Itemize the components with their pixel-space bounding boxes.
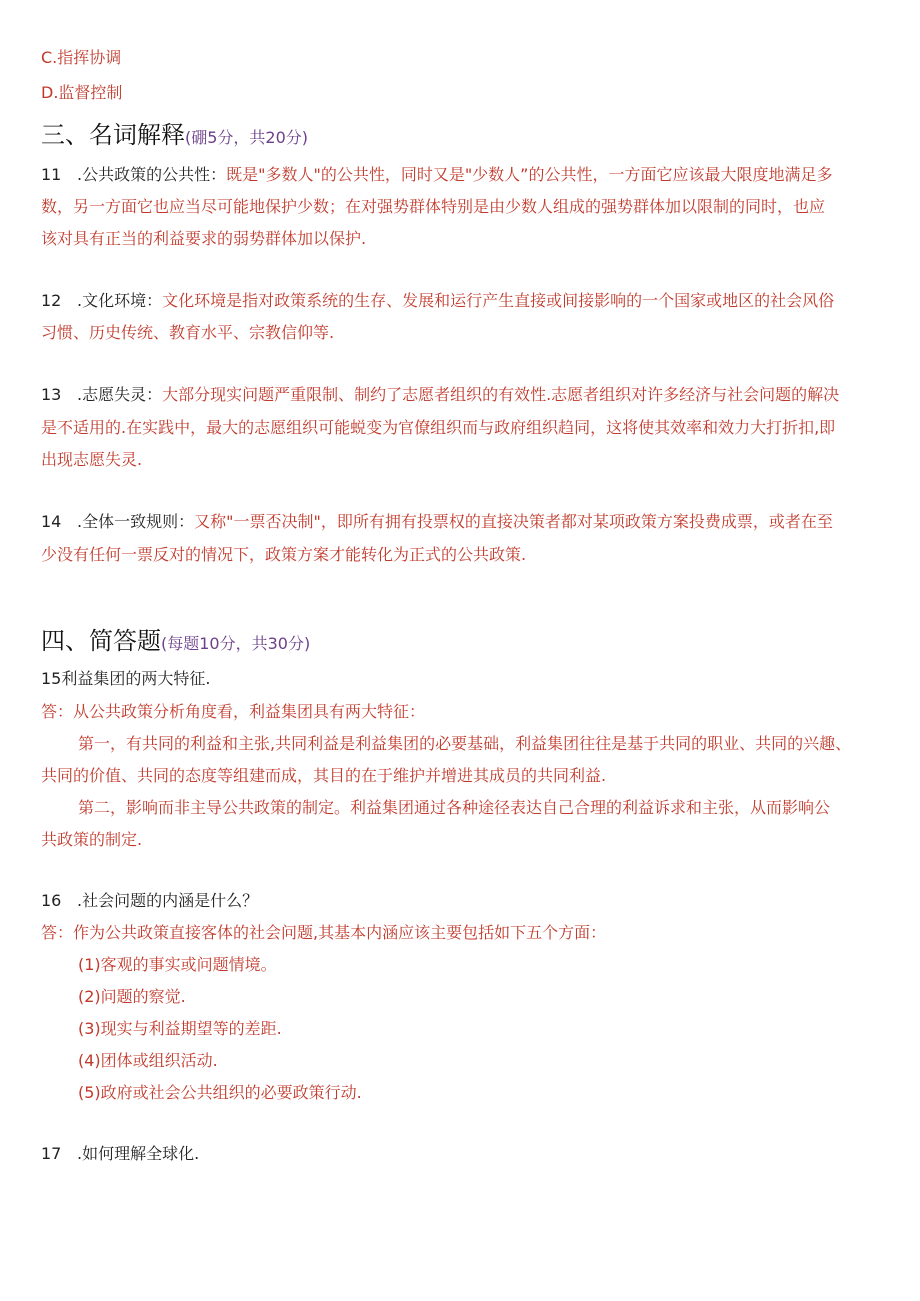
q12-definition-2: 习惯、历史传统、教育水平、宗教信仰等. (41, 323, 335, 342)
q15-answer-intro: 答：从公共政策分析角度看，利益集团具有两大特征： (41, 702, 426, 721)
q17-question: .如何理解全球化. (77, 1144, 200, 1163)
q16-question: .社会问题的内涵是什么？ (77, 891, 259, 910)
option-c: C.指挥协调 (41, 48, 122, 67)
q11-definition-3: 该对具有正当的利益要求的弱势群体加以保护. (41, 229, 367, 248)
q13-definition-1: 大部分现实问题严重限制、制约了志愿者组织的有效性.志愿者组织对许多经济与社会问题的解决 (162, 385, 840, 404)
q15-point-1-line-1: 第一，有共同的利益和主张,共同利益是利益集团的必要基础，利益集团往往是基于共同的职业、共同的兴趣、 (78, 734, 852, 753)
q13-term: .志愿失灵： (77, 385, 163, 404)
section-3-title: 三、名词解释 (41, 121, 185, 149)
q13-definition-3: 出现志愿失灵. (41, 450, 143, 469)
section-4-score: (每题10分，共30分) (161, 634, 311, 653)
q13-definition-2: 是不适用的.在实践中，最大的志愿组织可能蜕变为官僚组织而与政府组织趋同，这将使其效率和效力大打折扣,即 (41, 418, 836, 437)
q14-definition-1: 又称"一票否决制"，即所有拥有投票权的直接决策者都对某项政策方案投费成票，或者在至 (194, 512, 833, 531)
q11-definition-2: 数，另一方面它也应当尽可能地保护少数；在对强势群体特别是由少数人组成的强势群体加以限制的同时，也应 (41, 197, 826, 216)
q11-definition-1: 既是"多数人"的公共性，同时又是"少数人”的公共性，一方面它应该最大限度地满足多 (226, 165, 833, 184)
q14-definition-2: 少没有任何一票反对的情况下，政策方案才能转化为正式的公共政策. (41, 545, 527, 564)
section-3-heading (41, 120, 308, 153)
q16-item-5: (5)政府或社会公共组织的必要政策行动. (78, 1083, 362, 1102)
q14-term: .全体一致规则： (77, 512, 195, 531)
q17-number: 17 (41, 1144, 62, 1163)
section-4-heading (41, 626, 310, 659)
q12-definition-1: 文化环境是指对政策系统的生存、发展和运行产生直接或间接影响的一个国家或地区的社会风俗 (162, 291, 835, 310)
q15-point-1-line-2: 共同的价值、共同的态度等组建而成，其目的在于维护并增进其成员的共同利益. (41, 766, 607, 785)
q12-number: 12 (41, 291, 62, 310)
q16-item-1: (1)客观的事实或问题情境。 (78, 955, 277, 974)
section-4-title: 四、简答题 (41, 627, 161, 655)
q13-number: 13 (41, 385, 62, 404)
q11-term: .公共政策的公共性： (77, 165, 227, 184)
q15-question: 15利益集团的两大特征. (41, 669, 211, 688)
q16-item-4: (4)团体或组织活动. (78, 1051, 218, 1070)
q16-question-line (41, 890, 258, 912)
q11-number: 11 (41, 165, 62, 184)
q15-point-2-line-2: 共政策的制定. (41, 830, 143, 849)
q14-number: 14 (41, 512, 62, 531)
q12-line-1 (41, 290, 834, 312)
q13-line-1 (41, 384, 839, 406)
section-3-score: (硼5分，共20分) (185, 128, 309, 147)
q16-answer-intro: 答：作为公共政策直接客体的社会问题,其基本内涵应该主要包括如下五个方面： (41, 923, 607, 942)
q11-line-1 (41, 164, 832, 186)
q15-point-2-line-1: 第二，影响而非主导公共政策的制定。利益集团通过各种途径表达自己合理的利益诉求和主张，从而影响公 (78, 798, 831, 817)
q17-question-line (41, 1143, 199, 1165)
q12-term: .文化环境： (77, 291, 163, 310)
q16-item-3: (3)现实与利益期望等的差距. (78, 1019, 282, 1038)
option-d: D.监督控制 (41, 83, 123, 102)
q16-item-2: (2)问题的察觉. (78, 987, 186, 1006)
q14-line-1 (41, 511, 833, 533)
q16-number: 16 (41, 891, 62, 910)
